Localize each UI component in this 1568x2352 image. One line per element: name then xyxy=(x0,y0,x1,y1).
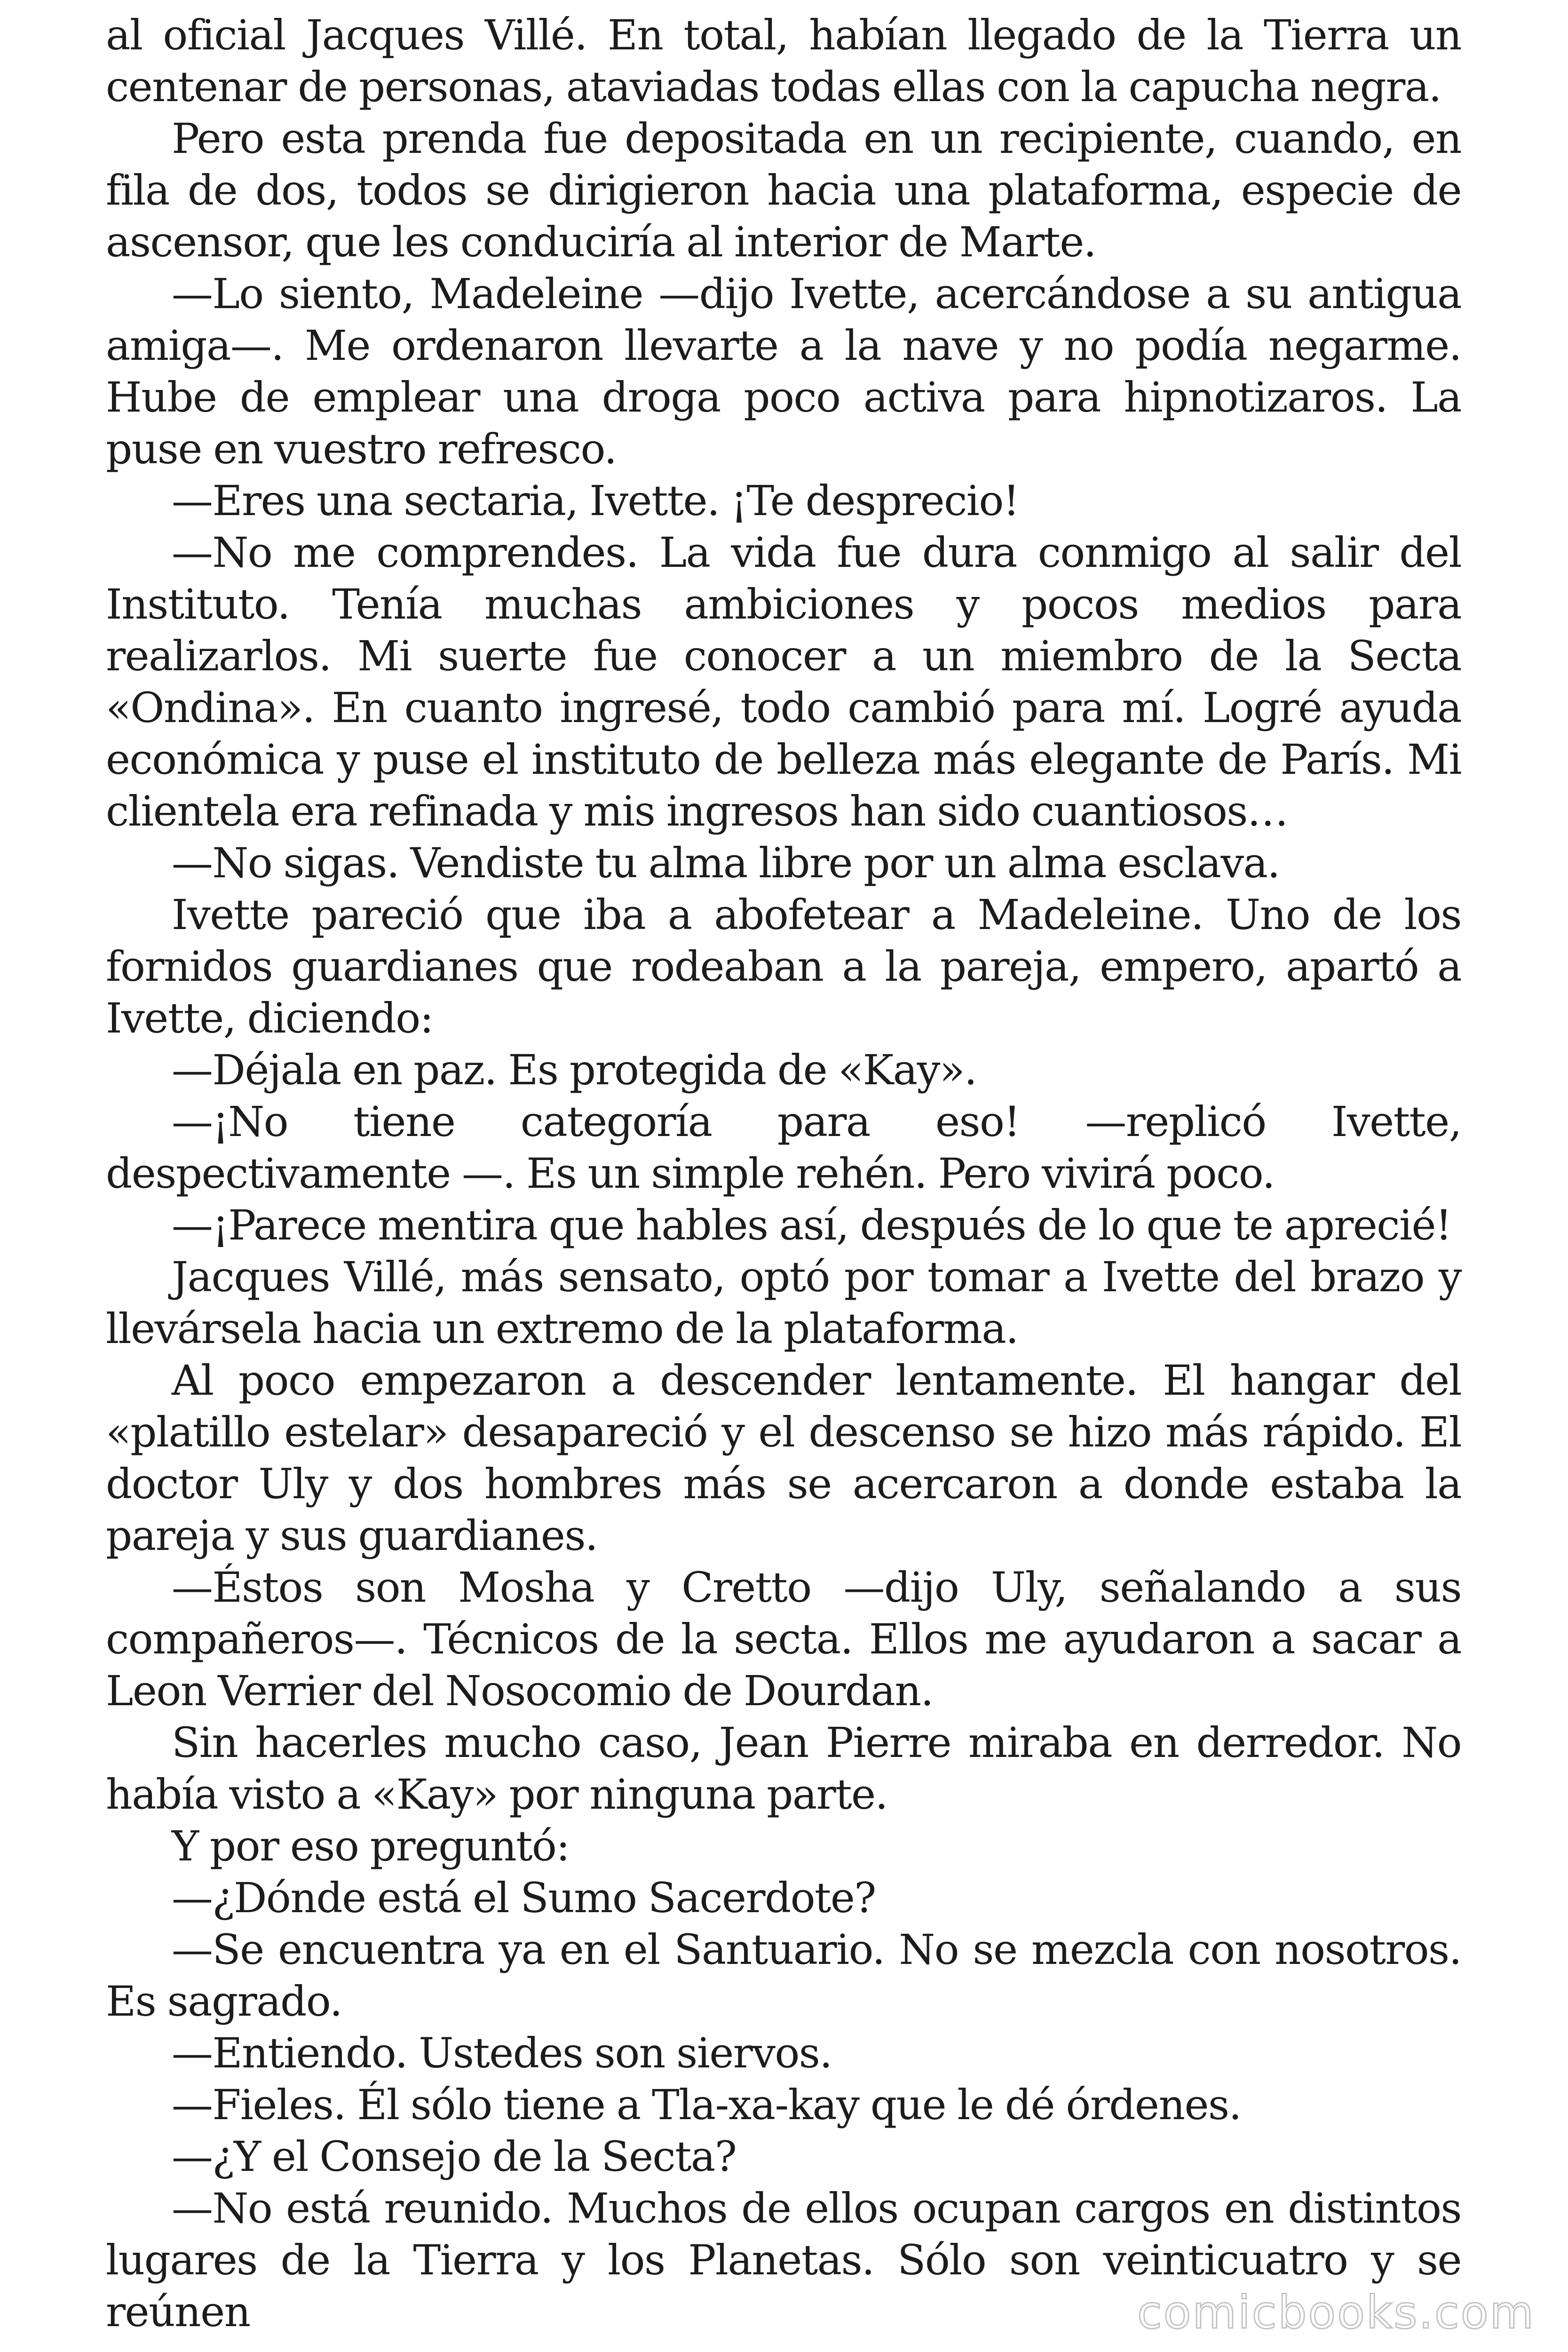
watermark-text: comicbooks.com xyxy=(1137,2286,1535,2339)
paragraph-20: —¿Y el Consejo de la Secta? xyxy=(172,2132,736,2181)
paragraph-19: —Fieles. Él sólo tiene a Tla-xa-kay que le dé órdenes. xyxy=(172,2081,1241,2129)
paragraph-9: —¡No tiene categoría para eso! —replicó Ivette, despectivamente —. Es un simple rehén. Pero vivirá poco. xyxy=(106,1097,1461,1198)
paragraph-11: Jacques Villé, más sensato, optó por tomar a Ivette del brazo y llevársela hacia un extremo de la plataforma. xyxy=(106,1253,1461,1353)
paragraph-16: —¿Dónde está el Sumo Sacerdote? xyxy=(172,1874,876,1922)
paragraph-18: —Entiendo. Ustedes son siervos. xyxy=(172,2029,832,2077)
paragraph-17: —Se encuentra ya en el Santuario. No se mezcla con nosotros. Es sagrado. xyxy=(106,1925,1461,2026)
paragraph-5: —No me comprendes. La vida fue dura conmigo al salir del Instituto. Tenía muchas ambiciones y pocos medios para realizarlos. Mi suerte fue conocer a un miembro de la Secta «Ondina». En cuanto ingresé, todo cambió para mí. Logré ayuda económica y puse el instituto de belleza más elegante de París. Mi clientela era refinada y mis ingresos han sido cuantiosos… xyxy=(106,528,1461,835)
paragraph-1: al oficial Jacques Villé. En total, habían llegado de la Tierra un centenar de personas, ataviadas todas ellas con la capucha negra. xyxy=(106,11,1461,111)
paragraph-2: Pero esta prenda fue depositada en un recipiente, cuando, en fila de dos, todos se dirigieron hacia una plataforma, especie de ascensor, que les conduciría al interior de Marte. xyxy=(106,114,1461,266)
paragraph-12: Al poco empezaron a descender lentamente. El hangar del «platillo estelar» desapareció y el descenso se hizo más rápido. El doctor Uly y dos hombres más se acercaron a donde estaba la pareja y sus guardianes. xyxy=(106,1356,1461,1560)
paragraph-13: —Éstos son Mosha y Cretto —dijo Uly, señalando a sus compañeros—. Técnicos de la secta. Ellos me ayudaron a sacar a Leon Verrier del Nosocomio de Dourdan. xyxy=(106,1563,1461,1715)
paragraph-21: —No está reunido. Muchos de ellos ocupan cargos en distintos lugares de la Tierra y los Planetas. Sólo son veinticuatro y se reúnen xyxy=(106,2184,1461,2336)
paragraph-4: —Eres una sectaria, Ivette. ¡Te desprecio! xyxy=(172,477,1019,525)
paragraph-7: Ivette pareció que iba a abofetear a Madeleine. Uno de los fornidos guardianes que rodeaban a la pareja, empero, apartó a Ivette, diciendo: xyxy=(106,890,1461,1042)
paragraph-3: —Lo siento, Madeleine —dijo Ivette, acercándose a su antigua amiga—. Me ordenaron llevarte a la nave y no podía negarme. Hube de emplear una droga poco activa para hipnotizaros. La puse en vuestro refresco. xyxy=(106,270,1461,473)
paragraph-10: —¡Parece mentira que hables así, después de lo que te aprecié! xyxy=(172,1201,1451,1249)
paragraph-14: Sin hacerles mucho caso, Jean Pierre miraba en derredor. No había visto a «Kay» por ninguna parte. xyxy=(106,1718,1461,1819)
paragraph-15: Y por eso preguntó: xyxy=(172,1822,570,1870)
page-body xyxy=(106,9,1461,2338)
paragraph-6: —No sigas. Vendiste tu alma libre por un alma esclava. xyxy=(172,839,1280,887)
paragraph-8: —Déjala en paz. Es protegida de «Kay». xyxy=(172,1046,977,1094)
